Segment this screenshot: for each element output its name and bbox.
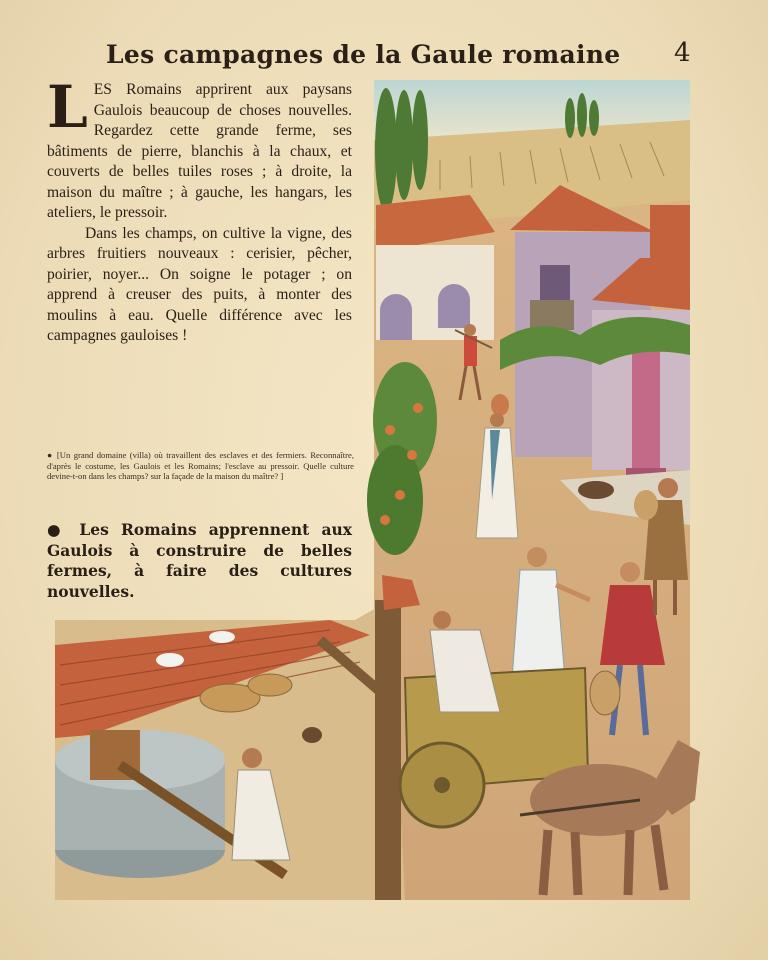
paragraph-1-text: ES Romains apprirent aux paysans Gaulois beaucoup de choses nouvelles. Regardez cette grande ferme, ses bâtiments de pierre, blanchis à la chaux, et couverts de belles tuiles roses ; à droite, la maison du maître ; à gauche, les hangars, les ateliers, le pressoir. xyxy=(47,81,352,221)
summary-text: ● Les Romains apprennent aux Gaulois à construire de belles fermes, à faire des cultures nouvelles. xyxy=(47,520,352,601)
drop-cap: L xyxy=(47,73,88,141)
paragraph-2: Dans les champs, on cultive la vigne, des arbres fruitiers nouveaux : cerisier, pêcher, poirier, noyer... On soigne le potager ; on apprend à creuser des puits, à monter des moulins à eau. Quelle différence avec les campagnes gauloises ! xyxy=(47,224,352,344)
press-scene xyxy=(55,600,405,900)
page-number: 4 xyxy=(674,38,691,68)
page-title: Les campagnes de la Gaule romaine xyxy=(106,40,621,69)
image-caption: ● [Un grand domaine (villa) où travaillent des esclaves et des fermiers. Reconnaître, d'après le costume, les Gaulois et les Romains; l'esclave au pressoir. Quelle culture devine-t-on dans les champs? sur la façade de la maison du maître? ] xyxy=(47,450,354,481)
